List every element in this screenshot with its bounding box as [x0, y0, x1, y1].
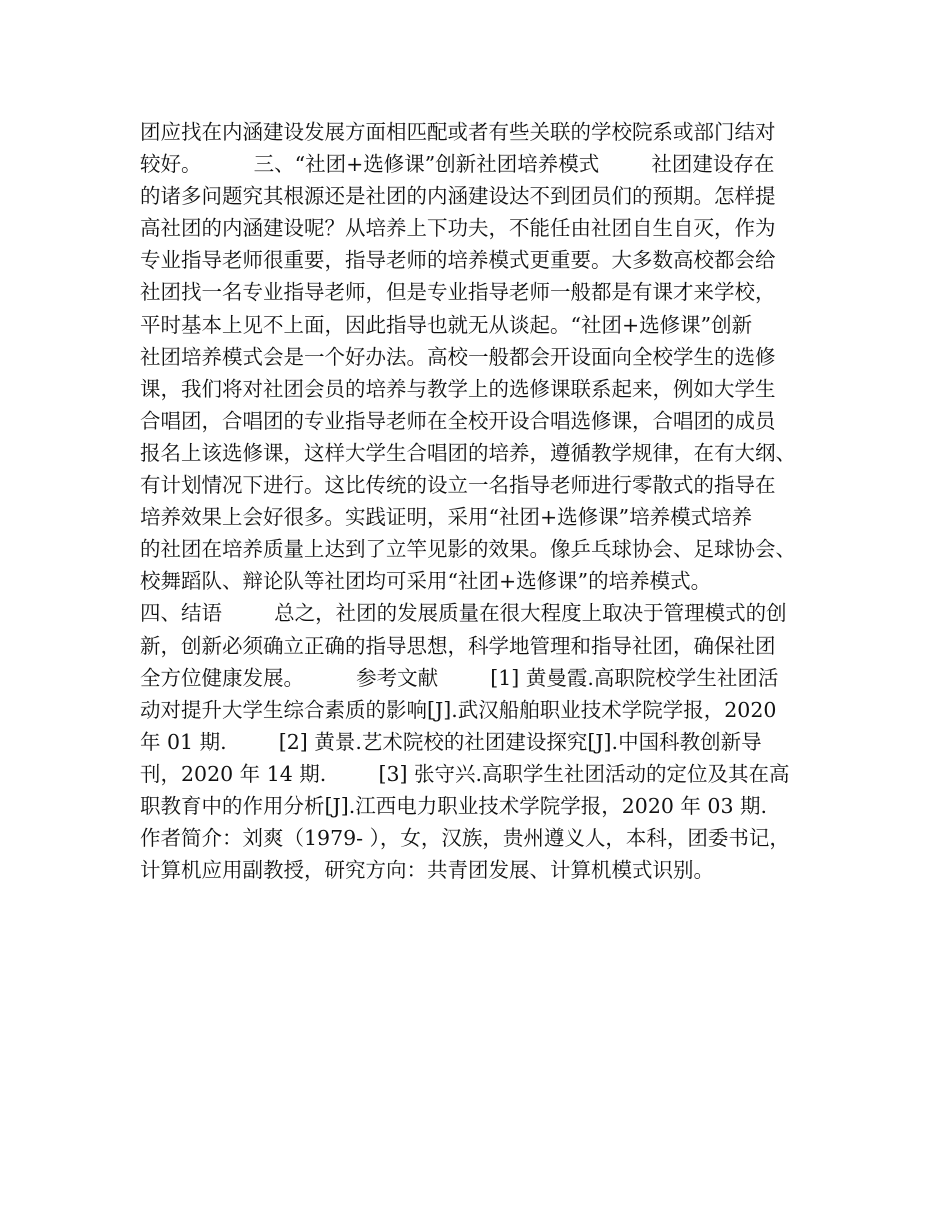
text-line: 新，创新必须确立正确的指导思想，科学地管理和指导社团，确保社团 [140, 633, 776, 658]
text-line: 校舞蹈队、辩论队等社团均可采用“社团+选修课”的培养模式。 [140, 569, 712, 594]
text-line: 专业指导老师很重要，指导老师的培养模式更重要。大多数高校都会给 [140, 248, 776, 273]
text-line: 作者简介：刘爽（1979- ），女，汉族，贵州遵义人，本科，团委书记， [140, 826, 790, 851]
text-line: 的社团在培养质量上达到了立竿见影的效果。像乒乓球协会、足球协会、 [140, 537, 796, 562]
text-line: 全方位健康发展。 参考文献 [1] 黄曼霞.高职院校学生社团活 [140, 665, 779, 690]
text-line: 培养效果上会好很多。实践证明，采用“社团+选修课”培养模式培养 [140, 505, 753, 530]
text-line: 团应找在内涵建设发展方面相匹配或者有些关联的学校院系或部门结对 [140, 120, 776, 144]
text-line: 课，我们将对社团会员的培养与教学上的选修课联系起来，例如大学生 [140, 376, 776, 401]
text-line: 平时基本上见不上面，因此指导也就无从谈起。“社团+选修课”创新 [140, 312, 753, 337]
text-line: 刊，2020 年 14 期. [3] 张守兴.高职学生社团活动的定位及其在高 [140, 761, 790, 786]
text-line: 合唱团，合唱团的专业指导老师在全校开设合唱选修课，合唱团的成员 [140, 408, 776, 433]
text-line: 的诸多问题究其根源还是社团的内涵建设达不到团员们的预期。怎样提 [140, 184, 776, 209]
body-text [140, 116, 840, 886]
text-line: 较好。 三、“社团+选修课”创新社团培养模式 社团建设存在 [140, 152, 775, 177]
text-line: 职教育中的作用分析[J].江西电力职业技术学院学报，2020 年 03 期. [140, 793, 768, 818]
text-line: 高社团的内涵建设呢？从培养上下功夫，不能任由社团自生自灭，作为 [140, 216, 776, 241]
text-line: 有计划情况下进行。这比传统的设立一名指导老师进行零散式的指导在 [140, 473, 776, 498]
text-line: 报名上该选修课，这样大学生合唱团的培养，遵循教学规律，在有大纲、 [140, 440, 796, 465]
text-line: 年 01 期. [2] 黄景.艺术院校的社团建设探究[J].中国科教创新导 [140, 729, 762, 754]
text-line: 计算机应用副教授，研究方向：共青团发展、计算机模式识别。 [140, 858, 714, 883]
text-line: 社团培养模式会是一个好办法。高校一般都会开设面向全校学生的选修 [140, 344, 776, 369]
text-line: 社团找一名专业指导老师，但是专业指导老师一般都是有课才来学校， [140, 280, 776, 305]
text-line: 动对提升大学生综合素质的影响[J].武汉船舶职业技术学院学报，2020 [140, 697, 777, 722]
text-line: 四、结语 总之，社团的发展质量在很大程度上取决于管理模式的创 [140, 601, 787, 626]
